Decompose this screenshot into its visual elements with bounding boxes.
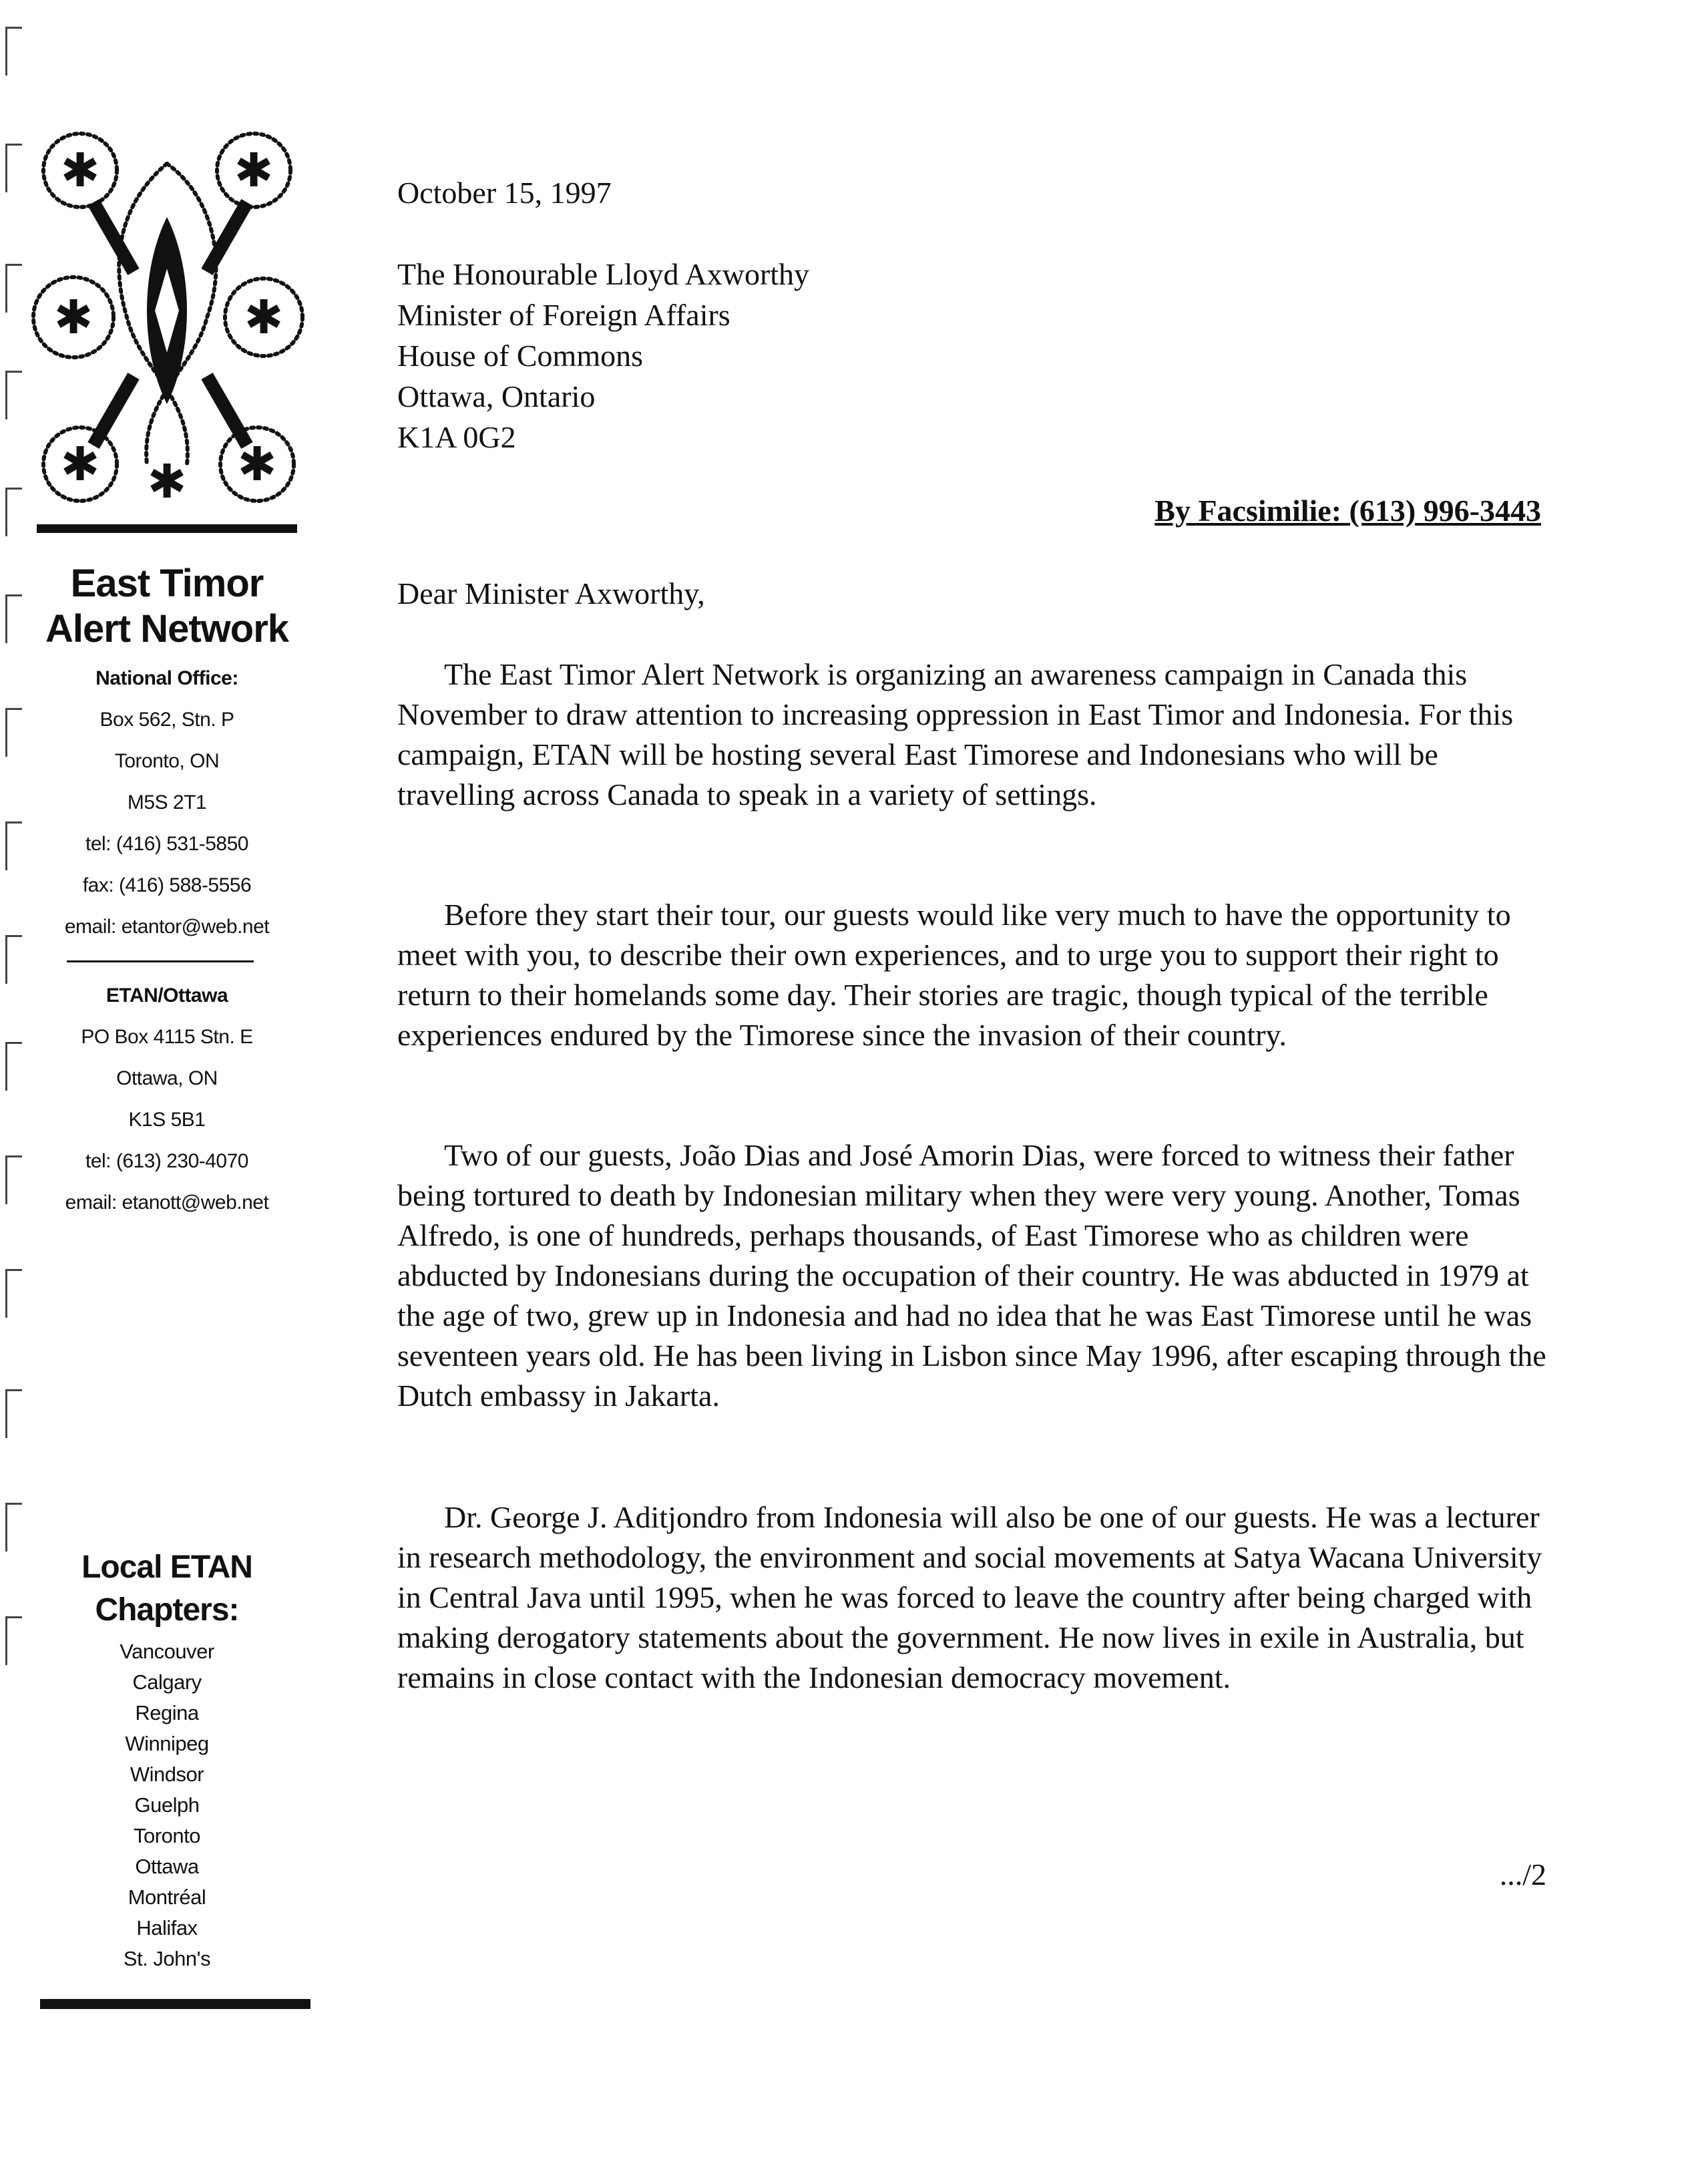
binding-mark: [5, 371, 22, 419]
svg-text:✱: ✱: [147, 454, 187, 509]
chapter-item: Vancouver: [120, 1640, 214, 1663]
chapter-item: St. John's: [123, 1947, 211, 1970]
ottawa-office-line: tel: (613) 230-4070: [85, 1150, 248, 1172]
binding-mark: [5, 144, 22, 192]
svg-text:✱: ✱: [244, 290, 284, 345]
etan-gecko-logo: [27, 117, 307, 518]
body-paragraph: The East Timor Alert Network is organizing an awareness campaign in Canada this November to draw attention to increasing oppression in East Timor and Indonesia. For this campaign, ETAN will be hosting several East Timorese and Indonesians who will be travelling across Canada to speak in a variety of settings.: [397, 657, 1514, 811]
ottawa-office-heading: ETAN/Ottawa: [106, 984, 228, 1007]
recipient-line: Minister of Foreign Affairs: [397, 298, 730, 332]
ottawa-office: [27, 975, 307, 1224]
national-office-line: Box 562, Stn. P: [99, 709, 234, 731]
chapters-title: [27, 1546, 307, 1632]
national-office-email[interactable]: email: etantor@web.net: [64, 916, 270, 938]
org-name: [27, 561, 307, 652]
svg-text:✱: ✱: [60, 143, 100, 198]
chapter-item: Halifax: [136, 1916, 198, 1940]
sidebar-bottom-rule: [40, 1999, 310, 2009]
page-continuation: .../2: [1499, 1857, 1546, 1891]
national-office-line: tel: (416) 531-5850: [85, 833, 248, 855]
binding-mark: [5, 594, 22, 643]
body-paragraph: Dr. George J. Aditjondro from Indonesia will also be one of our guests. He was a lecturer in research methodology, the environment and social movements at Satya Wacana University in Central Java until 1995, when he was forced to leave the country after being charged with making derogatory statements about the government. He now lives in exile in Australia, but remains in close contact with the Indonesian democracy movement.: [397, 1500, 1542, 1694]
binding-mark: [5, 1042, 22, 1091]
delivery-method: By Facsimilie: (613) 996-3443: [1154, 494, 1541, 528]
chapter-item: Guelph: [134, 1793, 200, 1817]
chapter-item: Montréal: [128, 1885, 206, 1909]
chapters-list: [27, 1636, 307, 1974]
svg-text:✱: ✱: [237, 437, 277, 492]
svg-text:✱: ✱: [234, 143, 274, 198]
recipient-line: House of Commons: [397, 339, 643, 373]
chapter-item: Windsor: [130, 1763, 204, 1786]
salutation: Dear Minister Axworthy,: [397, 576, 705, 610]
binding-mark: [5, 822, 22, 870]
chapter-item: Regina: [135, 1701, 199, 1724]
recipient-line: K1A 0G2: [397, 420, 516, 454]
binding-mark: [5, 1155, 22, 1204]
national-office-line: Toronto, ON: [114, 750, 220, 772]
national-office-line: fax: (416) 588-5556: [82, 874, 252, 896]
recipient-line: The Honourable Lloyd Axworthy: [397, 257, 810, 291]
chapter-item: Calgary: [132, 1670, 202, 1694]
chapter-item: Winnipeg: [125, 1732, 209, 1755]
svg-text:✱: ✱: [60, 437, 100, 492]
binding-mark: [5, 708, 22, 757]
binding-mark: [5, 935, 22, 984]
binding-mark: [5, 1616, 22, 1665]
recipient-line: Ottawa, Ontario: [397, 379, 596, 413]
national-office: [27, 658, 307, 948]
binding-mark: [5, 27, 22, 75]
body-paragraph: Two of our guests, João Dias and José Amorin Dias, were forced to witness their father being tortured to death by Indonesian military when they were very young. Another, Tomas Alfredo, is one of hundreds, perhaps thousands, of East Timorese who as children were abducted by Indonesians during the occupation of their country. He was abducted in 1979 at the age of two, grew up in Indonesia and had no idea that he was East Timorese until he was seventeen years old. He has been living in Lisbon since May 1996, after escaping through the Dutch embassy in Jakarta.: [397, 1138, 1546, 1413]
svg-text:✱: ✱: [53, 290, 93, 345]
ottawa-office-line: PO Box 4115 Stn. E: [81, 1026, 253, 1048]
ottawa-office-line: Ottawa, ON: [116, 1067, 218, 1089]
binding-mark: [5, 1503, 22, 1552]
binding-mark: [5, 1269, 22, 1318]
national-office-line: M5S 2T1: [127, 791, 207, 813]
binding-mark: [5, 1389, 22, 1438]
org-name-line1: East Timor: [70, 562, 264, 605]
recipient-address: [397, 254, 809, 458]
org-name-line2: Alert Network: [45, 607, 289, 651]
office-divider: [67, 960, 254, 962]
binding-mark: [5, 488, 22, 536]
sidebar-top-rule: [37, 524, 297, 533]
chapters-title-line2: Chapters:: [95, 1592, 239, 1628]
chapters-title-line1: Local ETAN: [81, 1550, 252, 1585]
national-office-heading: National Office:: [95, 667, 238, 689]
ottawa-office-line: K1S 5B1: [128, 1109, 206, 1131]
chapter-item: Toronto: [134, 1824, 200, 1847]
binding-mark: [5, 264, 22, 313]
ottawa-office-email[interactable]: email: etanott@web.net: [65, 1192, 269, 1214]
chapter-item: Ottawa: [135, 1855, 199, 1878]
letter-date: October 15, 1997: [397, 176, 612, 210]
body-paragraph: Before they start their tour, our guests would like very much to have the opportunity to meet with you, to describe their own experiences, and to urge you to support their right to return to their homelands some day. Their stories are tragic, though typical of the terrible experiences endured by the Timorese since the invasion of their country.: [397, 898, 1511, 1052]
